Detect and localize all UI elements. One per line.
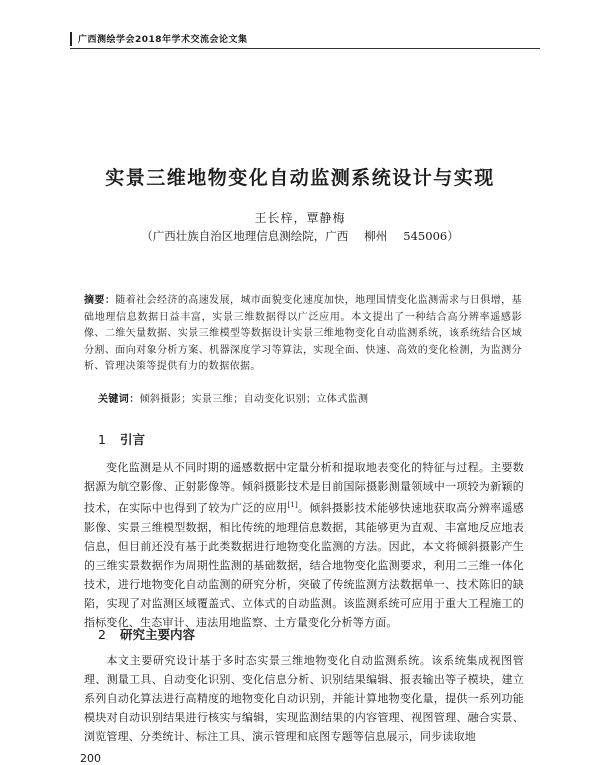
section-number: 2 <box>98 627 106 642</box>
abstract <box>84 293 522 376</box>
abstract-text: 随着社会经济的高速发展，城市面貌变化速度加快，地理国情变化监测需求与日俱增，基础地理信息数据日益丰富，实景三维数据得以广泛应用。本文提出了一种结合高分辨率遥感影像、二维矢量数据、实景三维模型等数据设计实景三维地物变化自动监测系统，该系统结合区域分割、面向对象分析方案、机器深度学习等算法，实现全面、快速、高效的变化检测，为监测分析、管理决策等提供有力的数据依据。 <box>84 295 522 373</box>
section-number: 1 <box>98 432 106 447</box>
header-text: 广西测绘学会2018年学术交流会论文集 <box>78 35 248 45</box>
section-title: 研究主要内容 <box>119 627 195 642</box>
section-2-paragraph <box>84 651 524 746</box>
running-header <box>70 30 540 49</box>
header-rule-mark <box>70 32 72 46</box>
section-heading-2 <box>98 625 195 643</box>
paragraph-text: 本文主要研究设计基于多时态实景三维地物变化自动监测系统。该系统集成视图管理、测量工具、自动变化识别、变化信息分析、识别结果编辑、报表输出等子模块，建立系列自动化算法进行高精度的地物变化自动识别，并能计算地物变化量，提供一系列功能模块对自动识别结果进行核实与编辑，实现监测结果的内容管理、视图管理、融合实景、浏览管理、分类统计、标注工具、演示管理和底图专题等信息展示，同步读取地 <box>84 654 524 743</box>
page-number: 200 <box>80 752 101 765</box>
affiliation-city: 柳州 <box>364 229 388 243</box>
section-1-paragraph <box>84 458 524 632</box>
paragraph-text: 变化监测是从不同时期的遥感数据中定量分析和提取地表变化的特征与过程。主要数据源为航空影像、正射影像等。倾斜摄影技术是目前国际摄影测量领域中一项较为新颖的技术，在实际中也得到了较为广泛的应用 <box>84 461 524 515</box>
affiliation-org: （广西壮族自治区地理信息测绘院，广西 <box>141 229 349 243</box>
section-title: 引言 <box>119 432 145 447</box>
abstract-label: 摘要： <box>84 295 116 306</box>
paper-title: 实景三维地物变化自动监测系统设计与实现 <box>105 167 495 189</box>
keywords-label: 关键词： <box>98 394 140 405</box>
keywords <box>98 390 518 405</box>
paragraph-text-cont: 。倾斜摄影技术能够快速地获取高分辨率遥感影像、实景三维模型数据，相比传统的地理信息数据，其能够更为直观、丰富地反应地表信息，但目前还没有基于此类数据进行地物变化监测的方法。因此，本文将倾斜摄影产生的三维实景数据作为周期性监测的基础数据，结合地物变化监测要求，利用二三维一体化技术，进行地物变化自动监测的研究分析，突破了传统监测方法数据单一、技术陈旧的缺陷，实现了对监测区域覆盖式、立体式的自动监测。该监测系统可应用于重大工程施工的指标变化、生态审计、违法用地监察、土方量变化分析等方面。 <box>84 501 524 629</box>
section-heading-1 <box>98 430 145 448</box>
affiliation <box>0 228 600 244</box>
keywords-text: 倾斜摄影；实景三维；自动变化识别；立体式监测 <box>139 394 369 405</box>
authors: 王长梓，覃静梅 <box>254 211 346 225</box>
citation: [1] <box>287 501 298 509</box>
affiliation-postcode: 545006） <box>403 229 459 243</box>
